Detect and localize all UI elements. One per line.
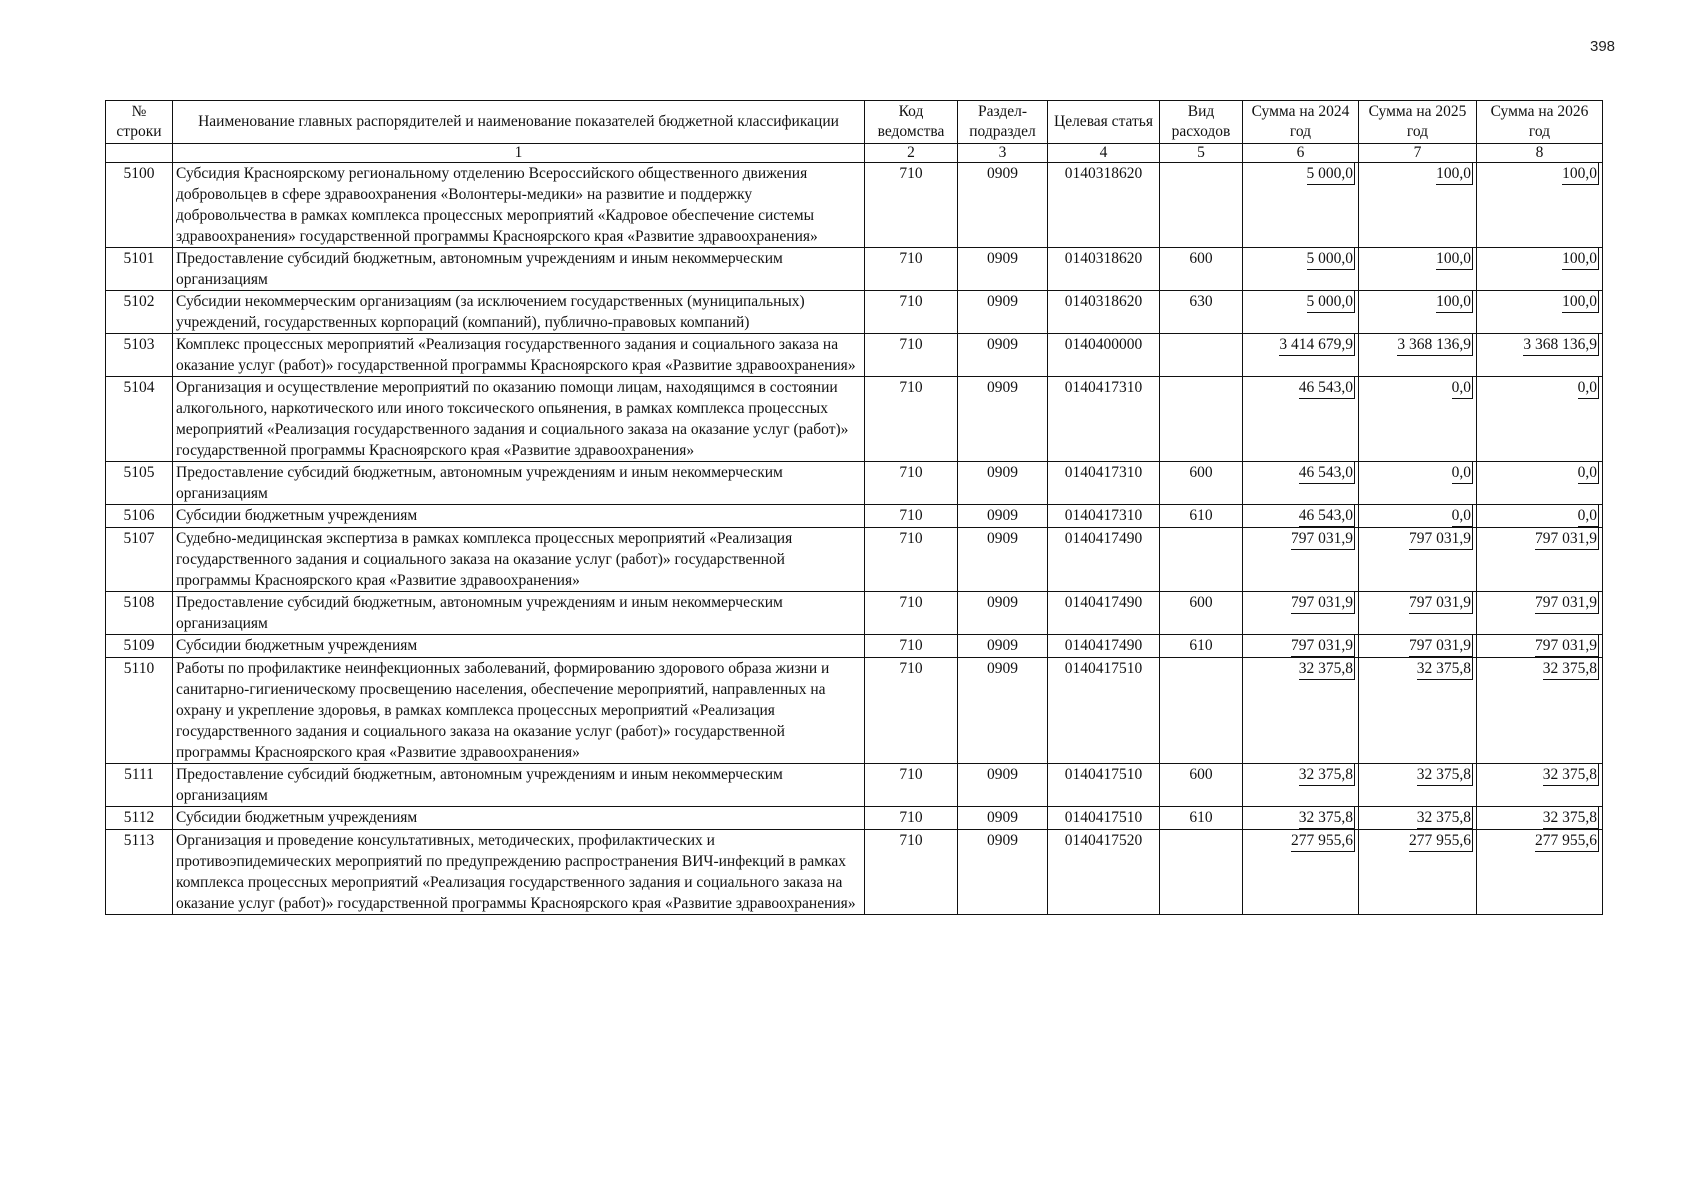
section-code: 0909 (958, 377, 1048, 462)
section-code: 0909 (958, 334, 1048, 377)
target-article: 0140417520 (1048, 830, 1160, 915)
expense-kind: 600 (1160, 462, 1243, 505)
sum-2025-value: 797 031,9 (1409, 635, 1473, 657)
sum-2026 (1477, 635, 1603, 658)
sum-2024 (1243, 807, 1359, 830)
column-number-blank (106, 144, 173, 163)
sum-2025 (1359, 658, 1477, 764)
expense-kind (1160, 658, 1243, 764)
sum-2024-value: 3 414 679,9 (1279, 334, 1355, 356)
dept-code: 710 (865, 163, 958, 248)
target-article: 0140318620 (1048, 248, 1160, 291)
section-code: 0909 (958, 163, 1048, 248)
dept-code: 710 (865, 248, 958, 291)
sum-2024-value: 32 375,8 (1299, 658, 1355, 680)
section-code: 0909 (958, 764, 1048, 807)
sum-2025 (1359, 291, 1477, 334)
target-article: 0140318620 (1048, 291, 1160, 334)
sum-2024 (1243, 248, 1359, 291)
section-code: 0909 (958, 291, 1048, 334)
sum-2025 (1359, 528, 1477, 592)
row-number: 5113 (106, 830, 173, 915)
column-number: 1 (173, 144, 865, 163)
sum-2026 (1477, 807, 1603, 830)
column-number: 5 (1160, 144, 1243, 163)
sum-2025 (1359, 163, 1477, 248)
target-article: 0140417310 (1048, 462, 1160, 505)
sum-2025 (1359, 635, 1477, 658)
table-row (106, 592, 1603, 635)
table-row (106, 163, 1603, 248)
expense-kind (1160, 163, 1243, 248)
sum-2024 (1243, 830, 1359, 915)
dept-code: 710 (865, 505, 958, 528)
sum-2025 (1359, 764, 1477, 807)
row-number: 5110 (106, 658, 173, 764)
sum-2026 (1477, 163, 1603, 248)
row-name: Субсидии бюджетным учреждениям (173, 505, 865, 528)
dept-code: 710 (865, 462, 958, 505)
header-sum-2024: Сумма на 2024 год (1243, 101, 1359, 144)
sum-2026 (1477, 764, 1603, 807)
row-name: Субсидии бюджетным учреждениям (173, 635, 865, 658)
row-number: 5112 (106, 807, 173, 830)
table-row (106, 635, 1603, 658)
row-name: Организация и проведение консультативных, методических, профилактических и противоэпидемических мероприятий по предупреждению распространения ВИЧ-инфекций в рамках комплекса процессных мероприятий «Реализация государственного задания и социального заказа на оказание услуг (работ)» государственной программы Красноярского края «Развитие здравоохранения» (173, 830, 865, 915)
section-code: 0909 (958, 635, 1048, 658)
row-number: 5104 (106, 377, 173, 462)
sum-2025-value: 100,0 (1436, 163, 1473, 185)
sum-2026-value: 32 375,8 (1543, 658, 1599, 680)
row-name: Предоставление субсидий бюджетным, автономным учреждениям и иным некоммерческим организациям (173, 248, 865, 291)
target-article: 0140417510 (1048, 764, 1160, 807)
dept-code: 710 (865, 592, 958, 635)
table-body (106, 163, 1603, 915)
row-number: 5102 (106, 291, 173, 334)
expense-kind: 600 (1160, 248, 1243, 291)
sum-2024-value: 5 000,0 (1307, 291, 1356, 313)
sum-2026-value: 797 031,9 (1535, 635, 1599, 657)
row-name: Субсидия Красноярскому региональному отделению Всероссийского общественного движения добровольцев в сфере здравоохранения «Волонтеры-медики» на развитие и поддержку добровольчества в рамках комплекса процессных мероприятий «Кадровое обеспечение системы здравоохранения» государственной программы Красноярского края «Развитие здравоохранения» (173, 163, 865, 248)
budget-table (105, 100, 1603, 915)
row-number: 5109 (106, 635, 173, 658)
header-dept-code: Код ведомства (865, 101, 958, 144)
section-code: 0909 (958, 528, 1048, 592)
row-number: 5111 (106, 764, 173, 807)
target-article: 0140417310 (1048, 505, 1160, 528)
sum-2025 (1359, 334, 1477, 377)
row-number: 5103 (106, 334, 173, 377)
target-article: 0140318620 (1048, 163, 1160, 248)
sum-2024 (1243, 462, 1359, 505)
expense-kind: 610 (1160, 505, 1243, 528)
sum-2024 (1243, 163, 1359, 248)
sum-2026-value: 32 375,8 (1543, 807, 1599, 829)
sum-2026-value: 100,0 (1562, 163, 1599, 185)
column-number: 7 (1359, 144, 1477, 163)
sum-2024 (1243, 635, 1359, 658)
row-number: 5107 (106, 528, 173, 592)
section-code: 0909 (958, 830, 1048, 915)
sum-2025-value: 0,0 (1452, 505, 1473, 527)
dept-code: 710 (865, 807, 958, 830)
row-number: 5101 (106, 248, 173, 291)
sum-2024-value: 5 000,0 (1307, 248, 1356, 270)
sum-2026-value: 277 955,6 (1535, 830, 1599, 852)
sum-2025-value: 32 375,8 (1417, 764, 1473, 786)
dept-code: 710 (865, 334, 958, 377)
sum-2026 (1477, 248, 1603, 291)
sum-2025-value: 3 368 136,9 (1397, 334, 1473, 356)
sum-2026-value: 3 368 136,9 (1523, 334, 1599, 356)
sum-2026 (1477, 592, 1603, 635)
expense-kind (1160, 377, 1243, 462)
sum-2025-value: 32 375,8 (1417, 807, 1473, 829)
sum-2025 (1359, 462, 1477, 505)
sum-2026 (1477, 377, 1603, 462)
sum-2024 (1243, 291, 1359, 334)
sum-2025-value: 797 031,9 (1409, 528, 1473, 550)
dept-code: 710 (865, 830, 958, 915)
sum-2024 (1243, 658, 1359, 764)
target-article: 0140417510 (1048, 658, 1160, 764)
sum-2025 (1359, 592, 1477, 635)
row-name: Предоставление субсидий бюджетным, автономным учреждениям и иным некоммерческим организациям (173, 462, 865, 505)
sum-2026-value: 0,0 (1578, 462, 1599, 484)
sum-2024 (1243, 334, 1359, 377)
expense-kind (1160, 528, 1243, 592)
sum-2025 (1359, 377, 1477, 462)
header-kind: Вид расходов (1160, 101, 1243, 144)
sum-2024 (1243, 592, 1359, 635)
table-row (106, 764, 1603, 807)
sum-2026-value: 797 031,9 (1535, 528, 1599, 550)
page-number: 398 (1590, 38, 1616, 55)
expense-kind: 600 (1160, 592, 1243, 635)
target-article: 0140417510 (1048, 807, 1160, 830)
row-number: 5106 (106, 505, 173, 528)
sum-2025 (1359, 807, 1477, 830)
row-name: Предоставление субсидий бюджетным, автономным учреждениям и иным некоммерческим организациям (173, 764, 865, 807)
expense-kind (1160, 830, 1243, 915)
header-row-no: № строки (106, 101, 173, 144)
expense-kind: 610 (1160, 635, 1243, 658)
column-number: 6 (1243, 144, 1359, 163)
section-code: 0909 (958, 462, 1048, 505)
header-sum-2025: Сумма на 2025 год (1359, 101, 1477, 144)
dept-code: 710 (865, 764, 958, 807)
table-row (106, 528, 1603, 592)
sum-2025 (1359, 248, 1477, 291)
sum-2026 (1477, 462, 1603, 505)
section-code: 0909 (958, 505, 1048, 528)
sum-2025-value: 32 375,8 (1417, 658, 1473, 680)
section-code: 0909 (958, 658, 1048, 764)
sum-2024-value: 46 543,0 (1299, 462, 1355, 484)
sum-2024-value: 46 543,0 (1299, 505, 1355, 527)
sum-2026-value: 100,0 (1562, 291, 1599, 313)
header-section: Раздел-подраздел (958, 101, 1048, 144)
expense-kind: 610 (1160, 807, 1243, 830)
table-row (106, 462, 1603, 505)
header-sum-2026: Сумма на 2026 год (1477, 101, 1603, 144)
table-row (106, 291, 1603, 334)
row-name: Судебно-медицинская экспертиза в рамках комплекса процессных мероприятий «Реализация государственного задания и социального заказа на оказание услуг (работ)» государственной программы Красноярского края «Развитие здравоохранения» (173, 528, 865, 592)
sum-2025 (1359, 505, 1477, 528)
sum-2025-value: 100,0 (1436, 291, 1473, 313)
table-row (106, 807, 1603, 830)
row-name: Работы по профилактике неинфекционных заболеваний, формированию здорового образа жизни и санитарно-гигиеническому просвещению населения, обеспечение мероприятий, направленных на охрану и укрепление здоровья, в рамках комплекса процессных мероприятий «Реализация государственного задания и социального заказа на оказание услуг (работ)» государственной программы Красноярского края «Развитие здравоохранения» (173, 658, 865, 764)
row-name: Организация и осуществление мероприятий по оказанию помощи лицам, находящимся в состоянии алкогольного, наркотического или иного токсического опьянения, в рамках комплекса процессных мероприятий «Реализация государственного задания и социального заказа на оказание услуг (работ)» государственной программы Красноярского края «Развитие здравоохранения» (173, 377, 865, 462)
sum-2024 (1243, 764, 1359, 807)
sum-2026 (1477, 658, 1603, 764)
sum-2024-value: 797 031,9 (1291, 592, 1355, 614)
sum-2026-value: 0,0 (1578, 505, 1599, 527)
header-name: Наименование главных распорядителей и наименование показателей бюджетной классификации (173, 101, 865, 144)
target-article: 0140400000 (1048, 334, 1160, 377)
column-numbers-row (106, 144, 1603, 163)
sum-2026 (1477, 334, 1603, 377)
target-article: 0140417490 (1048, 592, 1160, 635)
column-number: 8 (1477, 144, 1603, 163)
sum-2026 (1477, 291, 1603, 334)
row-name: Комплекс процессных мероприятий «Реализация государственного задания и социального заказа на оказание услуг (работ)» государственной программы Красноярского края «Развитие здравоохранения» (173, 334, 865, 377)
sum-2025-value: 100,0 (1436, 248, 1473, 270)
sum-2024-value: 5 000,0 (1307, 163, 1356, 185)
dept-code: 710 (865, 528, 958, 592)
sum-2025-value: 0,0 (1452, 377, 1473, 399)
column-number: 2 (865, 144, 958, 163)
row-number: 5108 (106, 592, 173, 635)
sum-2024-value: 797 031,9 (1291, 635, 1355, 657)
dept-code: 710 (865, 658, 958, 764)
target-article: 0140417310 (1048, 377, 1160, 462)
column-number: 4 (1048, 144, 1160, 163)
column-number: 3 (958, 144, 1048, 163)
sum-2026 (1477, 505, 1603, 528)
section-code: 0909 (958, 592, 1048, 635)
row-name: Субсидии бюджетным учреждениям (173, 807, 865, 830)
dept-code: 710 (865, 291, 958, 334)
sum-2024-value: 32 375,8 (1299, 764, 1355, 786)
header-target: Целевая статья (1048, 101, 1160, 144)
sum-2024-value: 277 955,6 (1291, 830, 1355, 852)
sum-2024 (1243, 528, 1359, 592)
sum-2024-value: 32 375,8 (1299, 807, 1355, 829)
row-name: Предоставление субсидий бюджетным, автономным учреждениям и иным некоммерческим организациям (173, 592, 865, 635)
row-number: 5105 (106, 462, 173, 505)
sum-2026 (1477, 830, 1603, 915)
table-row (106, 248, 1603, 291)
section-code: 0909 (958, 807, 1048, 830)
sum-2024-value: 46 543,0 (1299, 377, 1355, 399)
sum-2024-value: 797 031,9 (1291, 528, 1355, 550)
table-row (106, 830, 1603, 915)
expense-kind: 630 (1160, 291, 1243, 334)
target-article: 0140417490 (1048, 635, 1160, 658)
table-row (106, 377, 1603, 462)
row-name: Субсидии некоммерческим организациям (за исключением государственных (муниципальных) учреждений, государственных корпораций (компаний), публично-правовых компаний) (173, 291, 865, 334)
sum-2026-value: 32 375,8 (1543, 764, 1599, 786)
sum-2026-value: 100,0 (1562, 248, 1599, 270)
sum-2025 (1359, 830, 1477, 915)
sum-2025-value: 277 955,6 (1409, 830, 1473, 852)
sum-2024 (1243, 505, 1359, 528)
row-number: 5100 (106, 163, 173, 248)
table-row (106, 658, 1603, 764)
section-code: 0909 (958, 248, 1048, 291)
sum-2026-value: 797 031,9 (1535, 592, 1599, 614)
sum-2025-value: 0,0 (1452, 462, 1473, 484)
sum-2026-value: 0,0 (1578, 377, 1599, 399)
expense-kind: 600 (1160, 764, 1243, 807)
dept-code: 710 (865, 377, 958, 462)
sum-2024 (1243, 377, 1359, 462)
target-article: 0140417490 (1048, 528, 1160, 592)
sum-2025-value: 797 031,9 (1409, 592, 1473, 614)
sum-2026 (1477, 528, 1603, 592)
expense-kind (1160, 334, 1243, 377)
dept-code: 710 (865, 635, 958, 658)
table-row (106, 505, 1603, 528)
table-row (106, 334, 1603, 377)
table-header-row (106, 101, 1603, 144)
